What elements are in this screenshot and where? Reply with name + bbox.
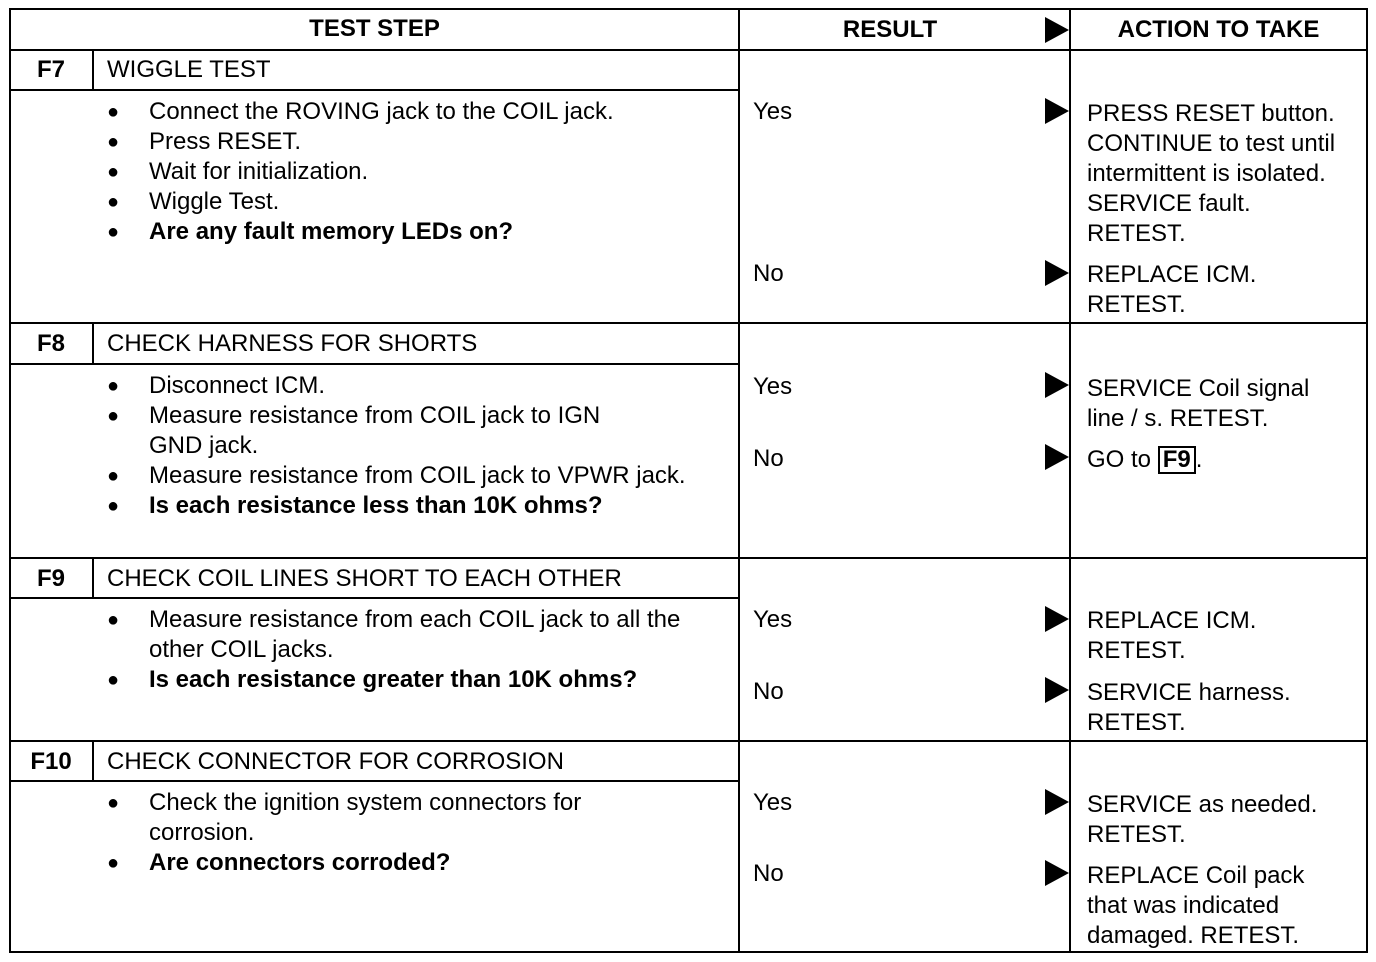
action-line: line / s. RETEST. bbox=[1087, 405, 1269, 432]
result-yes: Yes bbox=[753, 789, 793, 816]
bullet-item: ● Connect the ROVING jack to the COIL jack. bbox=[107, 97, 727, 127]
action-line: SERVICE harness. bbox=[1087, 679, 1291, 706]
action-line: PRESS RESET button. bbox=[1087, 100, 1335, 127]
result-yes: Yes bbox=[753, 606, 793, 633]
step-number: F7 bbox=[36, 56, 65, 83]
action-goto-period: . bbox=[1195, 446, 1203, 473]
action-line: CONTINUE to test until bbox=[1087, 130, 1336, 157]
result-yes: Yes bbox=[753, 373, 793, 400]
step-number: F9 bbox=[36, 565, 65, 592]
bullet-question: ● Is each resistance less than 10K ohms? bbox=[107, 491, 697, 521]
action-line: RETEST. bbox=[1087, 637, 1186, 664]
bullet-item: ● Measure resistance from COIL jack to IGN GND jack. bbox=[107, 401, 659, 461]
bullet-question: ● Is each resistance greater than 10K ohms? bbox=[107, 665, 727, 695]
arrow-icon bbox=[1045, 860, 1069, 886]
bullet-question: ● Are any fault memory LEDs on? bbox=[107, 217, 727, 247]
step-title: CHECK CONNECTOR FOR CORROSION bbox=[107, 748, 564, 775]
step-bullets bbox=[107, 371, 697, 521]
action-line: RETEST. bbox=[1087, 821, 1186, 848]
step-title: WIGGLE TEST bbox=[107, 56, 271, 83]
action-no bbox=[1087, 678, 1372, 738]
bullet-item: ● Measure resistance from each COIL jack to all the other COIL jacks. bbox=[107, 605, 719, 665]
header-arrow-icon bbox=[1045, 17, 1069, 43]
arrow-icon bbox=[1045, 444, 1069, 470]
action-line: damaged. RETEST. bbox=[1087, 922, 1300, 949]
step-number: F8 bbox=[36, 330, 65, 357]
arrow-icon bbox=[1045, 260, 1069, 286]
action-line: intermittent is isolated. bbox=[1087, 160, 1326, 187]
action-line: SERVICE fault. bbox=[1087, 190, 1251, 217]
header-result: RESULT bbox=[842, 16, 938, 43]
action-line: RETEST. bbox=[1087, 291, 1186, 318]
bullet-item: ● Wiggle Test. bbox=[107, 187, 727, 217]
action-goto-label: GO to bbox=[1087, 446, 1152, 473]
action-yes bbox=[1087, 99, 1372, 249]
bullet-item: ● Check the ignition system connectors for corrosion. bbox=[107, 788, 669, 848]
step-title: CHECK COIL LINES SHORT TO EACH OTHER bbox=[107, 565, 622, 592]
arrow-icon bbox=[1045, 789, 1069, 815]
step-bullets bbox=[107, 97, 727, 247]
action-yes bbox=[1087, 374, 1372, 434]
bullet-item: ● Press RESET. bbox=[107, 127, 727, 157]
bullet-item: ● Measure resistance from COIL jack to VPWR jack. bbox=[107, 461, 699, 491]
step-number: F10 bbox=[30, 748, 72, 775]
result-no: No bbox=[753, 860, 784, 887]
arrow-icon bbox=[1045, 372, 1069, 398]
result-no: No bbox=[753, 678, 784, 705]
bullet-item: ● Disconnect ICM. bbox=[107, 371, 697, 401]
action-no bbox=[1087, 445, 1372, 475]
action-line: REPLACE ICM. bbox=[1087, 261, 1257, 288]
step-reference-f9: F9 bbox=[1158, 446, 1196, 474]
bullet-item: ● Wait for initialization. bbox=[107, 157, 727, 187]
arrow-icon bbox=[1045, 98, 1069, 124]
result-yes: Yes bbox=[753, 98, 793, 125]
step-bullets bbox=[107, 605, 727, 695]
action-yes bbox=[1087, 790, 1372, 850]
action-no bbox=[1087, 861, 1372, 951]
action-no bbox=[1087, 260, 1372, 320]
step-bullets bbox=[107, 788, 727, 878]
header-test-step: TEST STEP bbox=[309, 15, 440, 42]
action-line: REPLACE Coil pack bbox=[1087, 862, 1305, 889]
action-line: RETEST. bbox=[1087, 220, 1186, 247]
action-line: RETEST. bbox=[1087, 709, 1186, 736]
arrow-icon bbox=[1045, 606, 1069, 632]
action-yes bbox=[1087, 606, 1372, 666]
result-no: No bbox=[753, 260, 784, 287]
bullet-question: ● Are connectors corroded? bbox=[107, 848, 727, 878]
result-no: No bbox=[753, 445, 784, 472]
arrow-icon bbox=[1045, 677, 1069, 703]
action-line: that was indicated bbox=[1087, 892, 1280, 919]
step-title: CHECK HARNESS FOR SHORTS bbox=[107, 330, 478, 357]
action-line: SERVICE as needed. bbox=[1087, 791, 1318, 818]
action-line: REPLACE ICM. bbox=[1087, 607, 1257, 634]
header-action: ACTION TO TAKE bbox=[1117, 16, 1320, 43]
action-line: SERVICE Coil signal bbox=[1087, 375, 1310, 402]
